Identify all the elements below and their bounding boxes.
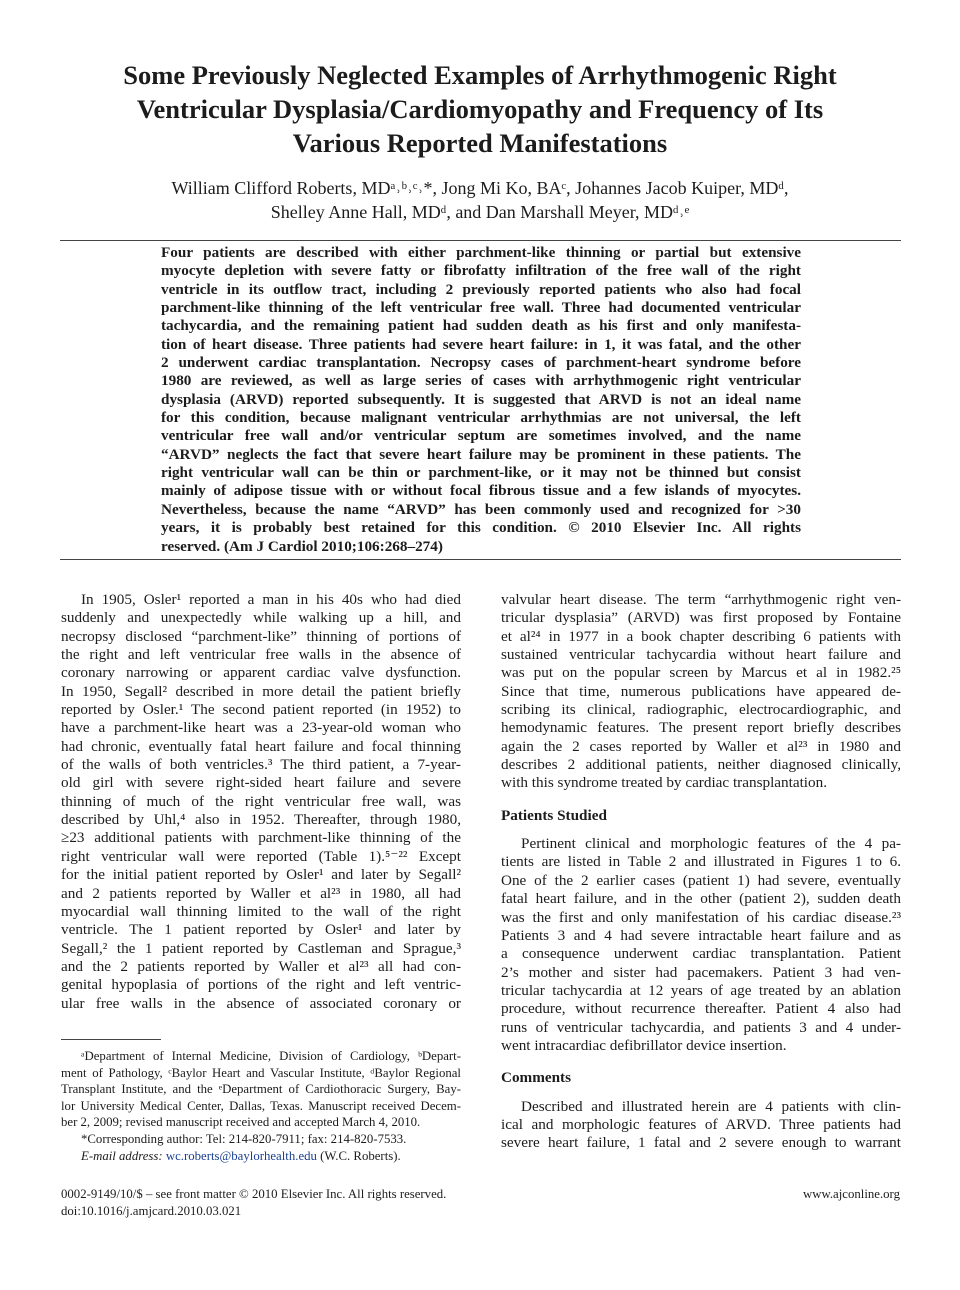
text-line: procedure, without recurrence thereafter. Patient 4 also had (501, 1000, 901, 1018)
footnote-line: lor University Medical Center, Dallas, Texas. Manuscript received Decem- (61, 1098, 461, 1113)
doi-link[interactable]: doi:10.1016/j.amjcard.2010.03.021 (61, 1204, 242, 1218)
abstract-line: mainly of adipose tissue with or without focal fibrous tissue and a few islands of myocytes. (161, 482, 801, 500)
abstract-bottom-rule (60, 559, 901, 560)
text-line: tricular tachycardia at 12 years of age treated by an ablation (501, 981, 901, 999)
body-column-right (501, 591, 901, 1153)
abstract-line: tachycardia, and the remaining patient had sudden death as his first and only manifesta- (161, 317, 801, 335)
journal-website-link[interactable]: www.ajconline.org (802, 1187, 900, 1201)
text-line: tricular dysplasia” (ARVD) was first proposed by Fontaine (501, 609, 901, 627)
text-line: scribing its clinical, radiographic, electrocardiographic, and (501, 701, 901, 719)
abstract-line: tion of heart disease. Three patients had severe heart failure: in 1, it was fatal, and the other (161, 335, 801, 353)
text-line: thinning of much of the right ventricular free wall, was (61, 792, 461, 810)
abstract-line: myocyte depletion with severe fatty or fibrofatty infiltration of the free wall of the right (161, 262, 801, 280)
text-line: describes 2 additional patients, neither diagnosed clinically, (501, 756, 901, 774)
text-line: One of the 2 earlier cases (patient 1) had severe, eventually (501, 871, 901, 889)
section-heading-comments: Comments (501, 1069, 572, 1087)
abstract-line: Nevertheless, because the name “ARVD” has been commonly used and recognized for >30 (161, 500, 801, 518)
title-line: Ventricular Dysplasia/Cardiomyopathy and Frequency of Its (136, 94, 824, 124)
email-label: E-mail address: (81, 1148, 163, 1163)
title-line: Various Reported Manifestations (292, 128, 668, 158)
text-line: In 1950, Segall² described in more detail the patient briefly (61, 682, 461, 700)
text-line: myocardial wall thinning limited to the wall of the right (61, 902, 461, 920)
abstract-line: ventricular free wall and/or ventricular septum are sometimes involved, and the name (161, 427, 801, 445)
abstract-line: ventricle in its outflow tract, including 2 previously reported patients who also had focal (161, 280, 801, 298)
text-line: of the walls of both ventricles.³ The third patient, a 7-year- (61, 756, 461, 774)
corresponding-author: *Corresponding author: Tel: 214-820-7911; fax: 214-820-7533. (81, 1131, 407, 1146)
text-line: fatal heart failure, and in the other (patient 2), sudden death (501, 890, 901, 908)
text-line: tients are listed in Table 2 and illustrated in Figures 1 to 6. (501, 853, 901, 871)
abstract-line: Four patients are described with either parchment-like thinning or partial but extensive (161, 244, 801, 261)
text-line: et al²⁴ in 1977 in a book chapter describing 6 patients with (501, 627, 901, 645)
abstract-line: 2 underwent cardiac transplantation. Necropsy cases of parchment-heart syndrome before (161, 354, 801, 372)
body-column-left (61, 591, 461, 1013)
text-line: have a parchment-like heart was a 23-year-old woman who (61, 719, 461, 737)
text-line: again the 2 cases reported by Waller et al²³ in 1980 and (501, 737, 901, 755)
text-line: described by Uhl,⁴ also in 1952. Thereafter, through 1980, (61, 811, 461, 829)
abstract-line: parchment-like thinning of the left ventricular free wall. Three had documented ventricular (161, 299, 801, 317)
text-line: had chronic, eventually fatal heart failure and focal thinning (61, 737, 461, 755)
text-line: a consequence underwent cardiac transplantation. Patient (501, 945, 901, 963)
text-line: 2’s mother and sister had pacemakers. Patient 3 had ven- (501, 963, 901, 981)
section-heading-patients-studied: Patients Studied (501, 806, 607, 824)
footer-left (61, 1186, 446, 1220)
text-line: suddenly and unexpectedly while walking up a hill, and (61, 609, 461, 627)
email-name: (W.C. Roberts). (320, 1148, 401, 1163)
footnote-rule (61, 1039, 161, 1040)
author-line: Shelley Anne Hall, MDᵈ, and Dan Marshall Meyer, MDᵈ˒ᵉ (270, 202, 690, 222)
footnote-line: ment of Pathology, ᶜBaylor Heart and Vascular Institute, ᵈBaylor Regional (61, 1065, 461, 1080)
text-line: Segall,² the 1 patient reported by Castleman and Sprague,³ (61, 939, 461, 957)
text-line: runs of ventricular tachycardia, and patients 3 and 4 under- (501, 1018, 901, 1036)
text-line: for the initial patient reported by Osler¹ and later by Segall² (61, 866, 461, 884)
issn-line: 0002-9149/10/$ – see front matter © 2010 Elsevier Inc. All rights reserved. (61, 1187, 447, 1201)
text-line: severe heart failure, 1 fatal and 2 severe enough to warrant (501, 1134, 901, 1152)
footnote-line: ber 2, 2009; revised manuscript received and accepted March 4, 2010. (61, 1115, 421, 1130)
email-link[interactable]: wc.roberts@baylorhealth.edu (165, 1148, 317, 1163)
text-line: necropsy disclosed “parchment-like” thinning of portions of (61, 627, 461, 645)
text-line: was put on the popular screen by Marcus et al in 1982.²⁵ (501, 664, 901, 682)
text-line: In 1905, Osler¹ reported a man in his 40s who had died (81, 591, 461, 608)
title-line: Some Previously Neglected Examples of Arrhythmogenic Right (123, 60, 837, 90)
text-line: Patients 3 and 4 had severe intractable heart failure and as (501, 926, 901, 944)
abstract (161, 244, 801, 556)
text-line: valvular heart disease. The term “arrhythmogenic right ven- (501, 591, 901, 608)
footnote-line: Transplant Institute, and the ᵉDepartment of Cardiothoracic Surgery, Bay- (61, 1082, 461, 1097)
text-line: old girl with severe right-sided heart failure and severe (61, 774, 461, 792)
abstract-line: years, it is probably best retained for this condition. © 2010 Elsevier Inc. All rights (161, 519, 801, 537)
abstract-line: “ARVD” neglects the fact that severe heart failure may be prominent in these patients. The (161, 445, 801, 463)
abstract-line: dysplasia (ARVD) reported subsequently. It is suggested that ARVD is not an ideal name (161, 390, 801, 408)
text-line: and 2 patients reported by Waller et al²³ in 1980, all had (61, 884, 461, 902)
text-line: was the first and only manifestation of his cardiac disease.²³ (501, 908, 901, 926)
text-line: hemodynamic features. The present report briefly describes (501, 719, 901, 737)
abstract-line: right ventricular wall can be thin or parchment-like, or it may not be thinned but consist (161, 464, 801, 482)
abstract-line: reserved. (Am J Cardiol 2010;106:268–274) (161, 537, 443, 555)
author-line: William Clifford Roberts, MDᵃ˒ᵇ˒ᶜ˒*, Jong Mi Ko, BAᶜ, Johannes Jacob Kuiper, MDᵈ, (171, 178, 789, 198)
text-line: went intracardiac defibrillator device insertion. (501, 1036, 787, 1054)
text-line: ≥23 additional patients with parchment-like thinning of the (61, 829, 461, 847)
text-line: with this syndrome treated by cardiac transplantation. (501, 774, 828, 792)
abstract-line: 1980 are reviewed, as well as large series of cases with arrhythmogenic right ventricular (161, 372, 801, 390)
text-line: reported by Osler.¹ The second patient reported (in 1952) to (61, 701, 461, 719)
text-line: genital hypoplasia of portions of the right and left ventric- (61, 976, 461, 994)
footnote-line: ᵃDepartment of Internal Medicine, Division of Cardiology, ᵇDepart- (81, 1049, 461, 1063)
abstract-top-rule (60, 240, 901, 241)
affiliation-footnotes (61, 1048, 461, 1164)
abstract-line: for this condition, because malignant ventricular arrhythmias are not universal, the left (161, 409, 801, 427)
text-line: the right and left ventricular free walls in the absence of (61, 646, 461, 664)
text-line: right ventricular wall were reported (Table 1).⁵⁻²² Except (61, 847, 461, 865)
text-line: Pertinent clinical and morphologic features of the 4 pa- (521, 835, 901, 853)
text-line: Described and illustrated herein are 4 patients with clin- (521, 1097, 901, 1115)
author-list (60, 176, 900, 224)
text-line: Since that time, numerous publications have appeared de- (501, 682, 901, 700)
text-line: ical and morphologic features of ARVD. Three patients had (501, 1115, 901, 1133)
text-line: ular free walls in the absence of associated coronary or (61, 994, 461, 1012)
text-line: ventricle. The 1 patient reported by Osler¹ and later by (61, 921, 461, 939)
email-line (61, 1148, 461, 1165)
article-title (60, 58, 900, 160)
text-line: coronary narrowing or apparent cardiac valve dysfunction. (61, 664, 461, 682)
text-line: sustained ventricular tachycardia without heart failure and (501, 646, 901, 664)
text-line: and the 2 patients reported by Waller et al²³ all had con- (61, 957, 461, 975)
